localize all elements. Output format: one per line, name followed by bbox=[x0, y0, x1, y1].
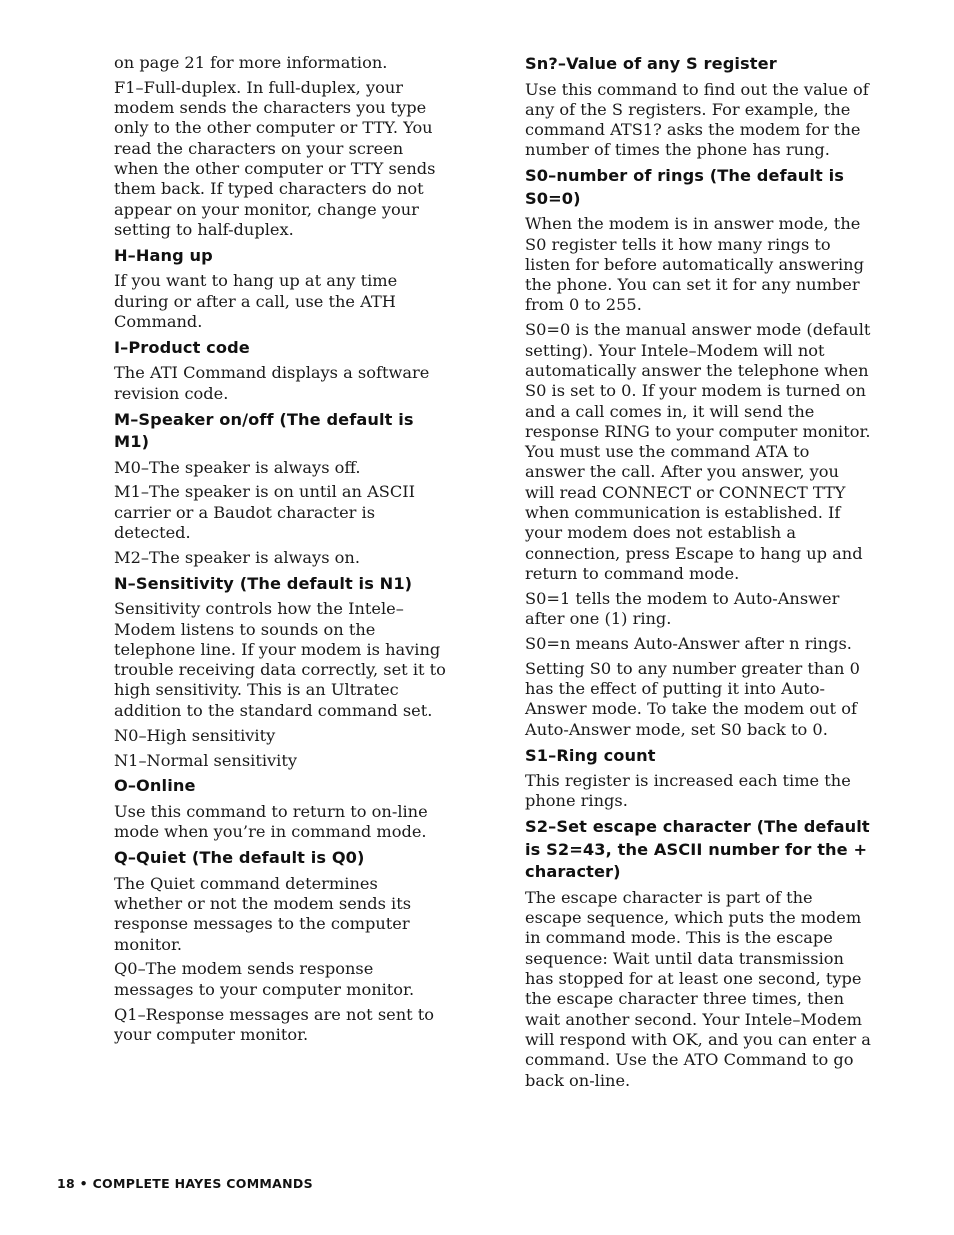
paragraph: Q0–The modem sends response messages to your computer monitor. bbox=[114, 959, 415, 999]
right-column bbox=[525, 53, 871, 1095]
paragraph: Setting S0 to any number greater than 0 has the effect of putting it into Auto-Answer mode. To take the modem out of Auto-Answer mode, set S0 back to 0. bbox=[525, 658, 860, 739]
paragraph: N0–High sensitivity bbox=[114, 725, 276, 745]
paragraph: Q1–Response messages are not sent to your computer monitor. bbox=[114, 1004, 435, 1044]
paragraph: S0=1 tells the modem to Auto-Answer after one (1) ring. bbox=[525, 588, 840, 629]
paragraph: The escape character is part of the escape sequence, which puts the modem in command mode. This is the escape sequence: Wait until data transmission has stopped for at least one second, type the escape character three times, then wait another second. Your Intele–Modem will respond with OK, and you can enter a command. Use the ATO Command to go back on-line. bbox=[525, 887, 871, 1090]
paragraph: S0=0 is the manual answer mode (default setting). Your Intele–Modem will not automatically answer the telephone when S0 is set to 0. If your modem is turned on and a call comes in, it will send the response RING to your computer monitor. You must use the command ATA to answer the call. After you answer, you will read CONNECT or CONNECT TTY when communication is established. If your modem does not establish a connection, press Escape to hang up and return to command mode. bbox=[525, 320, 871, 583]
section-heading-s0-number-of-rings-the-default-is-s0-0: S0–number of rings (The default is S0=0) bbox=[525, 166, 844, 208]
section-heading-s2-set-escape-character-the-default-is-s: S2–Set escape character (The default is S2=43, the ASCII number for the + character) bbox=[525, 817, 870, 882]
paragraph: If you want to hang up at any time during or after a call, use the ATH Command. bbox=[114, 271, 398, 331]
paragraph: Use this command to find out the value of any of the S registers. For example, the command ATS1? asks the modem for the number of times the phone has rung. bbox=[525, 79, 869, 160]
paragraph: Use this command to return to on-line mode when you’re in command mode. bbox=[114, 801, 428, 842]
paragraph: M0–The speaker is always off. bbox=[114, 457, 361, 477]
section-heading-s1-ring-count: S1–Ring count bbox=[525, 745, 656, 765]
section-heading-i-product-code: I–Product code bbox=[114, 337, 250, 357]
paragraph: F1–Full-duplex. In full-duplex, your modem sends the characters you type only to the other computer or TTY. You read the characters on your screen when the other computer or TTY sends them back. If typed characters do not appear on your monitor, change your setting to half-duplex. bbox=[114, 77, 436, 239]
paragraph: When the modem is in answer mode, the S0 register tells it how many rings to listen for before automatically answering the phone. You can set it for any number from 0 to 255. bbox=[525, 214, 864, 315]
paragraph: M1–The speaker is on until an ASCII carrier or a Baudot character is detected. bbox=[114, 482, 416, 543]
paragraph: M2–The speaker is always on. bbox=[114, 547, 360, 567]
paragraph: on page 21 for more information. bbox=[114, 53, 388, 72]
paragraph: This register is increased each time the phone rings. bbox=[525, 771, 851, 811]
paragraph: The Quiet command determines whether or not the modem sends its response messages to the computer monitor. bbox=[114, 873, 412, 954]
section-heading-n-sensitivity-the-default-is-n1: N–Sensitivity (The default is N1) bbox=[114, 573, 413, 593]
paragraph: Sensitivity controls how the Intele–Modem listens to sounds on the telephone line. If your modem is having trouble receiving data correctly, set it to high sensitivity. This is an Ultratec addition to the standard command set. bbox=[114, 599, 446, 720]
paragraph: The ATI Command displays a software revision code. bbox=[114, 363, 430, 403]
paragraph: N1–Normal sensitivity bbox=[114, 750, 297, 770]
section-heading-o-online: O–Online bbox=[114, 776, 196, 796]
section-heading-sn-value-of-any-s-register: Sn?–Value of any S register bbox=[525, 54, 777, 73]
paragraph: S0=n means Auto-Answer after n rings. bbox=[525, 634, 852, 653]
section-heading-m-speaker-on-off-the-default-is-m1: M–Speaker on/off (The default is M1) bbox=[114, 409, 414, 452]
page-footer: 18 • COMPLETE HAYES COMMANDS bbox=[57, 1176, 313, 1191]
section-heading-h-hang-up: H–Hang up bbox=[114, 245, 213, 265]
left-column bbox=[114, 53, 446, 1050]
section-heading-q-quiet-the-default-is-q0: Q–Quiet (The default is Q0) bbox=[114, 848, 365, 868]
